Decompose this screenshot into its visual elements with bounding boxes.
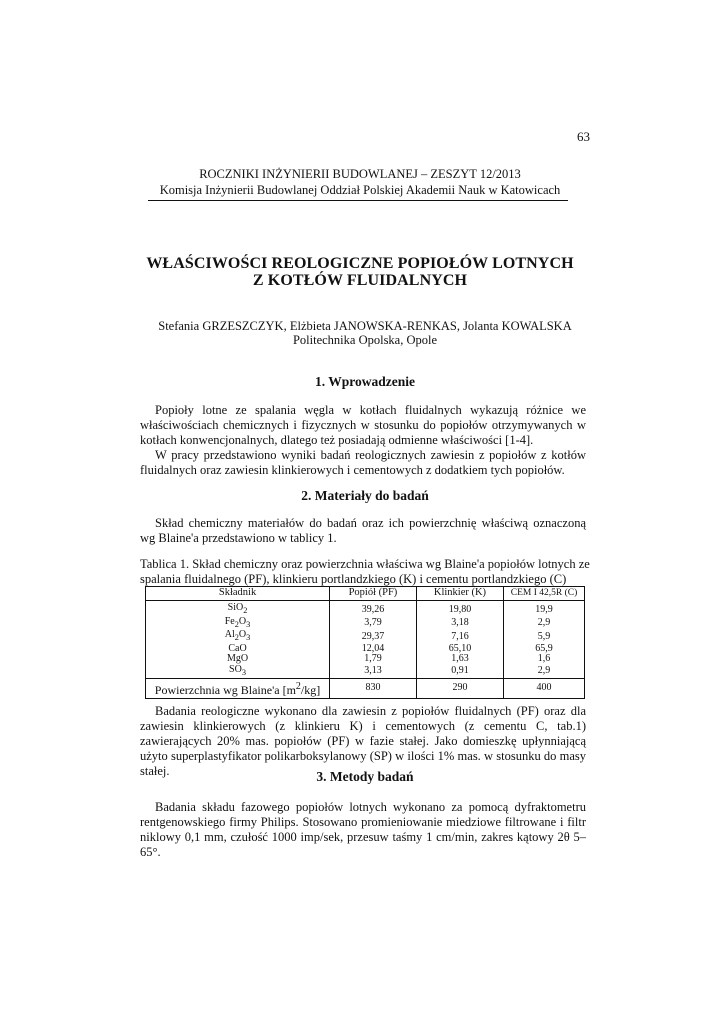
c-cell: 1,6 bbox=[504, 654, 585, 665]
header-rule bbox=[148, 200, 568, 201]
pf-cell: 29,37 bbox=[330, 630, 417, 644]
k-cell: 3,18 bbox=[416, 617, 503, 631]
section-heading-materials: 2. Materiały do badań bbox=[301, 488, 429, 503]
paragraph-materials-1: Skład chemiczny materiałów do badań oraz ich powierzchnię właściwą oznaczoną wg Blaine'a przedstawiono w tablicy 1. bbox=[140, 516, 586, 545]
table-row bbox=[146, 617, 585, 631]
c-cell: 2,9 bbox=[504, 665, 585, 679]
authors: Stefania GRZESZCZYK, Elżbieta JANOWSKA-RENKAS, Jolanta KOWALSKA bbox=[158, 319, 572, 333]
paragraph-intro-1: Popioły lotne ze spalania węgla w kotłach fluidalnych wykazują różnice we właściwościach chemicznych i fizycznych w stosunku do popiołów otrzymywanych w kotłach konwencjonalnych, dlatego też posiadają odmienne właściwości [1-4]. bbox=[140, 403, 586, 447]
c-cell: 65,9 bbox=[504, 644, 585, 655]
blaine-label-cell: Powierzchnia wg Blaine'a $[m^2/kg]$ bbox=[146, 679, 330, 699]
c-cell: 19,9 bbox=[504, 601, 585, 617]
component-cell: $Fe_2O_3$ bbox=[146, 617, 330, 631]
c-cell: 5,9 bbox=[504, 630, 585, 644]
pf-cell: 39,26 bbox=[330, 601, 417, 617]
pf-cell: 3,13 bbox=[330, 665, 417, 679]
c-cell: 2,9 bbox=[504, 617, 585, 631]
table-row bbox=[146, 601, 585, 617]
table-header-cell: Składnik bbox=[146, 587, 330, 601]
k-cell: 65,10 bbox=[416, 644, 503, 655]
pf-cell: 1,79 bbox=[330, 654, 417, 665]
k-cell: 290 bbox=[416, 679, 503, 699]
k-cell: 0,91 bbox=[416, 665, 503, 679]
k-cell: 1,63 bbox=[416, 654, 503, 665]
table-row-blaine bbox=[146, 679, 585, 699]
table-row bbox=[146, 665, 585, 679]
c-cell: 400 bbox=[504, 679, 585, 699]
section-heading-methods: 3. Metody badań bbox=[316, 769, 414, 784]
table-header-cell: Klinkier (K) bbox=[416, 587, 503, 601]
page-number: 63 bbox=[577, 129, 590, 144]
table-row bbox=[146, 630, 585, 644]
pf-cell: 3,79 bbox=[330, 617, 417, 631]
k-cell: 7,16 bbox=[416, 630, 503, 644]
table-header-row bbox=[146, 587, 585, 601]
component-cell: SiO$_2$ bbox=[146, 601, 330, 617]
composition-table bbox=[145, 586, 585, 699]
affiliation: Politechnika Opolska, Opole bbox=[292, 333, 438, 347]
journal-title: ROCZNIKI INŻYNIERII BUDOWLANEJ – ZESZYT 12/2013 bbox=[199, 167, 521, 181]
table-header-cell: Popiół (PF) bbox=[330, 587, 417, 601]
pf-cell: 830 bbox=[330, 679, 417, 699]
k-cell: 19,80 bbox=[416, 601, 503, 617]
table-header-cell: CEM I 42,5R (C) bbox=[504, 587, 585, 601]
pf-cell: 12,04 bbox=[330, 644, 417, 655]
paper-title-line2: Z KOTŁÓW FLUIDALNYCH bbox=[252, 272, 468, 289]
table-row bbox=[146, 654, 585, 665]
component-cell: CaO bbox=[146, 644, 330, 655]
paper-title-line1: WŁAŚCIWOŚCI REOLOGICZNE POPIOŁÓW LOTNYCH bbox=[146, 255, 574, 272]
section-heading-introduction: 1. Wprowadzenie bbox=[314, 374, 415, 389]
table-caption: Tablica 1. Skład chemiczny oraz powierzchnia właściwa wg Blaine'a popiołów lotnych ze spalania fluidalnego (PF), klinkieru portlandzkiego (K) i cementu portlandzkiego (C) bbox=[140, 557, 590, 586]
component-cell: MgO bbox=[146, 654, 330, 665]
journal-publisher: Komisja Inżynierii Budowlanej Oddział Polskiej Akademii Nauk w Katowicach bbox=[159, 183, 561, 197]
paragraph-methods-1: Badania składu fazowego popiołów lotnych wykonano za pomocą dyfraktometru rentgenowskiego firmy Philips. Stosowano promieniowanie miedziowe filtrowane i filtr niklowy 0,1 mm, czułość 1000 imp/sek, przesuw taśmy 1 cm/min, zakres kątowy 2θ 5–65°. bbox=[140, 800, 586, 859]
component-cell: $SO_3$ bbox=[146, 665, 330, 679]
paragraph-materials-2: Badania reologiczne wykonano dla zawiesin z popiołów fluidalnych (PF) oraz dla zawiesin klinkierowych (z klinkieru K) i cementowych (z cementu C, tab.1) zawierających 20% mas. popiołów (PF) w fazie stałej. Jako domieszkę upłynniającą użyto superplastyfikator polikarboksylanowy (SP) w ilości 1% mas. w stosunku do masy stałej. bbox=[140, 704, 586, 778]
component-cell: $Al_2O_3$ bbox=[146, 630, 330, 644]
paragraph-intro-2: W pracy przedstawiono wyniki badań reologicznych zawiesin z popiołów z kotłów fluidalnych oraz zawiesin klinkierowych i cementowych z dodatkiem tych popiołów. bbox=[140, 448, 586, 477]
